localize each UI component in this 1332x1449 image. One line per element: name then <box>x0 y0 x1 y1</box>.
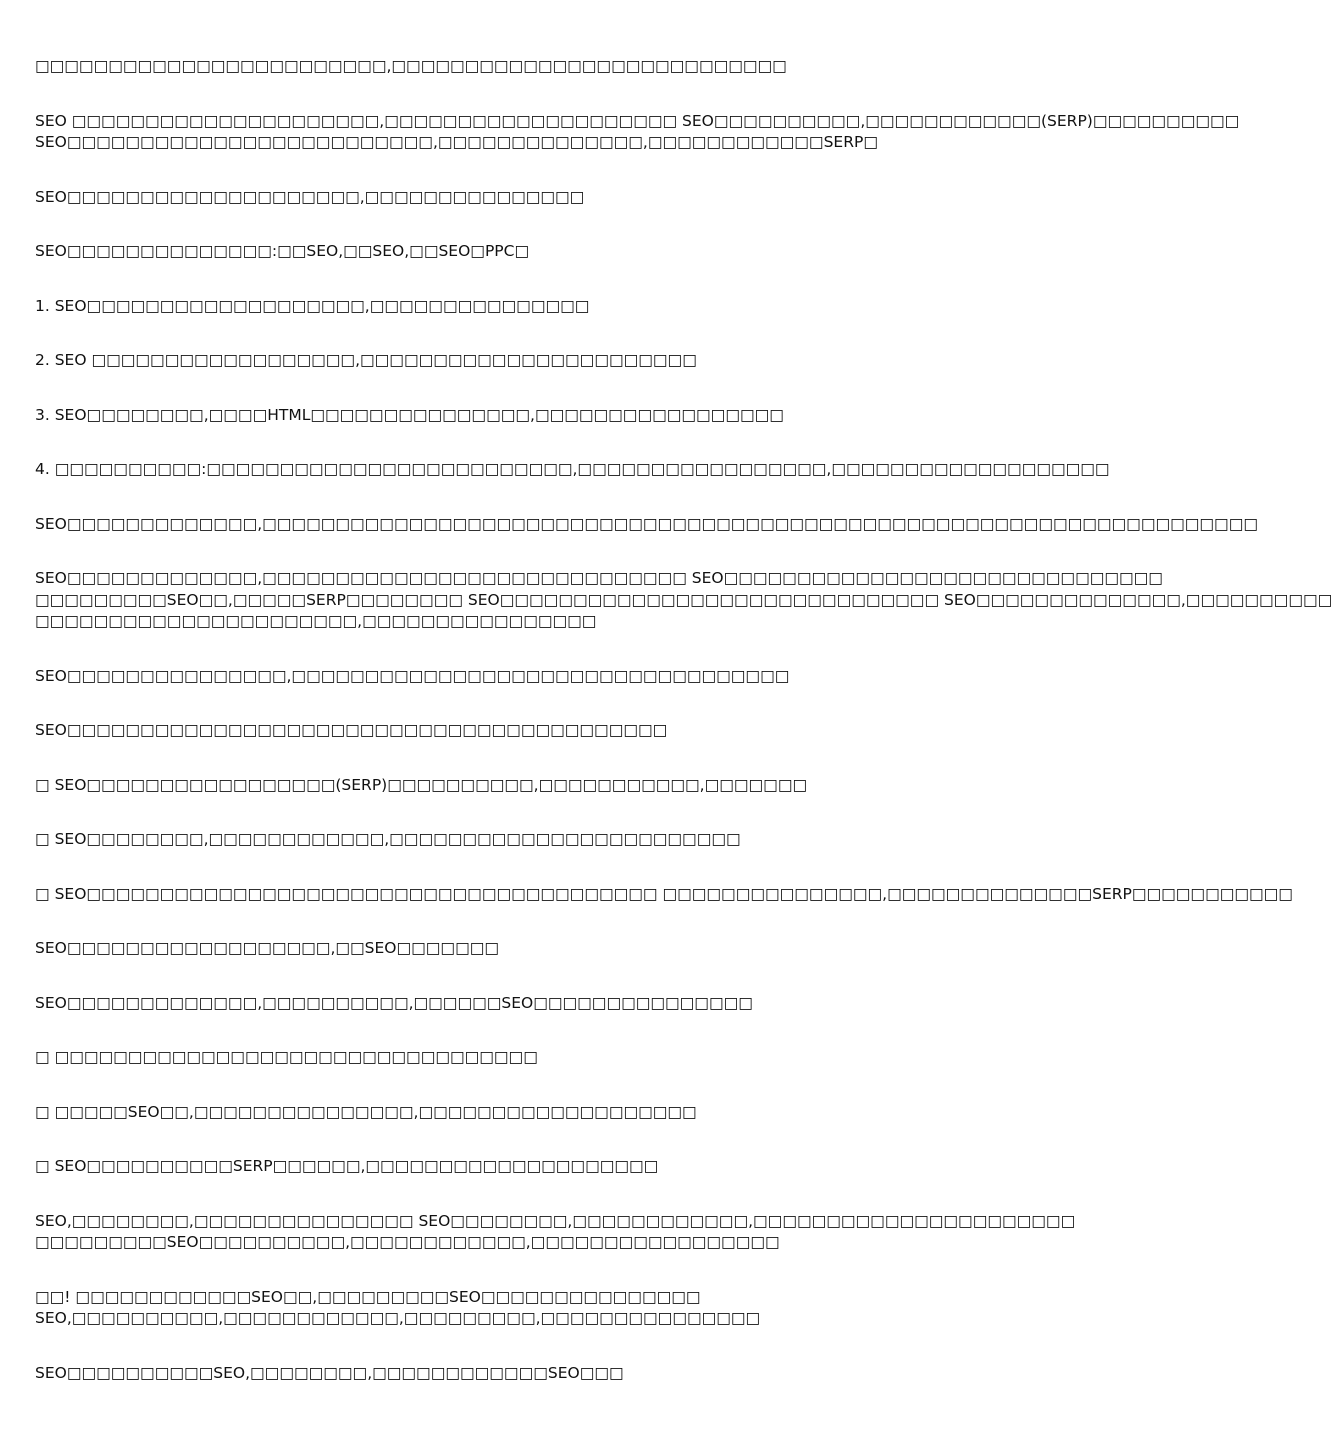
text-line: SEO□□□□□□□□□□□□□□□□□□□□,□□□□□□□□□□□□□□□ <box>35 187 585 206</box>
text-line: □ SEO□□□□□□□□□□□□□□□□□(SERP)□□□□□□□□□□,□□□□□□□□□□□,□□□□□□□ <box>35 775 808 794</box>
text-line: 4. □□□□□□□□□□:□□□□□□□□□□□□□□□□□□□□□□□□□,□□□□□□□□□□□□□□□□□,□□□□□□□□□□□□□□□□□□□ <box>35 460 1110 478</box>
paragraph <box>35 666 995 688</box>
paragraph <box>35 884 1293 906</box>
text-line: □ SEO□□□□□□□□,□□□□□□□□□□□□,□□□□□□□□□□□□□□□□□□□□□□□□ <box>35 830 741 848</box>
paragraph <box>35 775 995 797</box>
paragraph <box>35 938 995 960</box>
paragraph <box>35 1102 995 1124</box>
paragraph <box>35 1047 995 1069</box>
text-line: 3. SEO□□□□□□□□,□□□□HTML□□□□□□□□□□□□□□□,□□□□□□□□□□□□□□□□□ <box>35 405 784 424</box>
paragraph <box>35 241 995 263</box>
text-line: □□! □□□□□□□□□□□□SEO□□,□□□□□□□□□SEO□□□□□□□□□□□□□□□ <box>35 1287 701 1306</box>
paragraph <box>35 56 995 78</box>
text-line: SEO□□□□□□□□□□□□□□:□□SEO,□□SEO,□□SEO□PPC□ <box>35 242 530 260</box>
text-line: SEO□□□□□□□□□□□□□□□□□□□□□□□□□□□□□□□□□□□□□□□□□ <box>35 721 668 739</box>
paragraph <box>35 1156 995 1178</box>
text-line: 2. SEO □□□□□□□□□□□□□□□□□□,□□□□□□□□□□□□□□□□□□□□□□□ <box>35 351 697 369</box>
paragraph <box>35 111 1240 154</box>
text-line: SEO□□□□□□□□□□□□□,□□□□□□□□□□,□□□□□□SEO□□□□□□□□□□□□□□□ <box>35 993 753 1012</box>
paragraph <box>35 296 995 318</box>
text-line: □ SEO□□□□□□□□□□SERP□□□□□□,□□□□□□□□□□□□□□□□□□□□ <box>35 1157 659 1175</box>
text-line: □□□□□□□□□□□□□□□□□□□□□□,□□□□□□□□□□□□□□□□ <box>35 612 597 630</box>
text-line: SEO□□□□□□□□□□□□□,□□□□□□□□□□□□□□□□□□□□□□□□□□□□□□□□□□□□□□□□□□□□□□□□□□□□□□□□□□□□□□□□□□□□ <box>35 514 1258 533</box>
text-line: SEO□□□□□□□□□□□□□,□□□□□□□□□□□□□□□□□□□□□□□□□□□□□ SEO□□□□□□□□□□□□□□□□□□□□□□□□□□□□□□ <box>35 569 1163 587</box>
text-line: □ □□□□□SEO□□,□□□□□□□□□□□□□□□,□□□□□□□□□□□□□□□□□□□ <box>35 1102 697 1121</box>
text-line: □ □□□□□□□□□□□□□□□□□□□□□□□□□□□□□□□□□ <box>35 1048 538 1066</box>
document-body <box>35 56 1332 1417</box>
paragraph <box>35 993 995 1015</box>
text-line: □□□□□□□□□SEO□□,□□□□□SERP□□□□□□□□ SEO□□□□□□□□□□□□□□□□□□□□□□□□□□□□□□ SEO□□□□□□□□□□□□□□,□□□□□□□□□□ <box>35 590 1332 609</box>
paragraph <box>35 405 995 427</box>
text-line: SEO,□□□□□□□□,□□□□□□□□□□□□□□□ SEO□□□□□□□□,□□□□□□□□□□□□,□□□□□□□□□□□□□□□□□□□□□□ <box>35 1211 1076 1230</box>
paragraph <box>35 514 1258 536</box>
text-line: SEO □□□□□□□□□□□□□□□□□□□□□,□□□□□□□□□□□□□□□□□□□□ SEO□□□□□□□□□□,□□□□□□□□□□□□(SERP)□□□□□□□□□□ <box>35 111 1240 130</box>
paragraph <box>35 350 995 372</box>
text-line: SEO□□□□□□□□□□SEO,□□□□□□□□,□□□□□□□□□□□□SEO□□□ <box>35 1363 624 1382</box>
text-line: □□□□□□□□□□□□□□□□□□□□□□□□,□□□□□□□□□□□□□□□□□□□□□□□□□□□ <box>35 57 787 75</box>
text-line: SEO□□□□□□□□□□□□□□□□□□,□□SEO□□□□□□□ <box>35 939 500 957</box>
paragraph <box>35 1287 995 1330</box>
paragraph <box>35 829 995 851</box>
text-line: □ SEO□□□□□□□□□□□□□□□□□□□□□□□□□□□□□□□□□□□□□□□ □□□□□□□□□□□□□□□,□□□□□□□□□□□□□□SERP□□□□□□□□□□□ <box>35 884 1293 903</box>
text-line: SEO□□□□□□□□□□□□□□□,□□□□□□□□□□□□□□□□□□□□□□□□□□□□□□□□□□ <box>35 666 790 685</box>
paragraph <box>35 1211 1076 1254</box>
paragraph <box>35 187 995 209</box>
text-line: SEO,□□□□□□□□□□,□□□□□□□□□□□□,□□□□□□□□□,□□□□□□□□□□□□□□□ <box>35 1309 761 1327</box>
paragraph <box>35 568 1332 633</box>
paragraph <box>35 1363 995 1385</box>
text-line: SEO□□□□□□□□□□□□□□□□□□□□□□□□□,□□□□□□□□□□□□□□,□□□□□□□□□□□□SERP□ <box>35 133 878 151</box>
text-line: □□□□□□□□□SEO□□□□□□□□□□,□□□□□□□□□□□□,□□□□□□□□□□□□□□□□□ <box>35 1233 780 1251</box>
paragraph <box>35 720 995 742</box>
paragraph <box>35 459 1110 481</box>
text-line: 1. SEO□□□□□□□□□□□□□□□□□□□,□□□□□□□□□□□□□□□ <box>35 296 590 315</box>
